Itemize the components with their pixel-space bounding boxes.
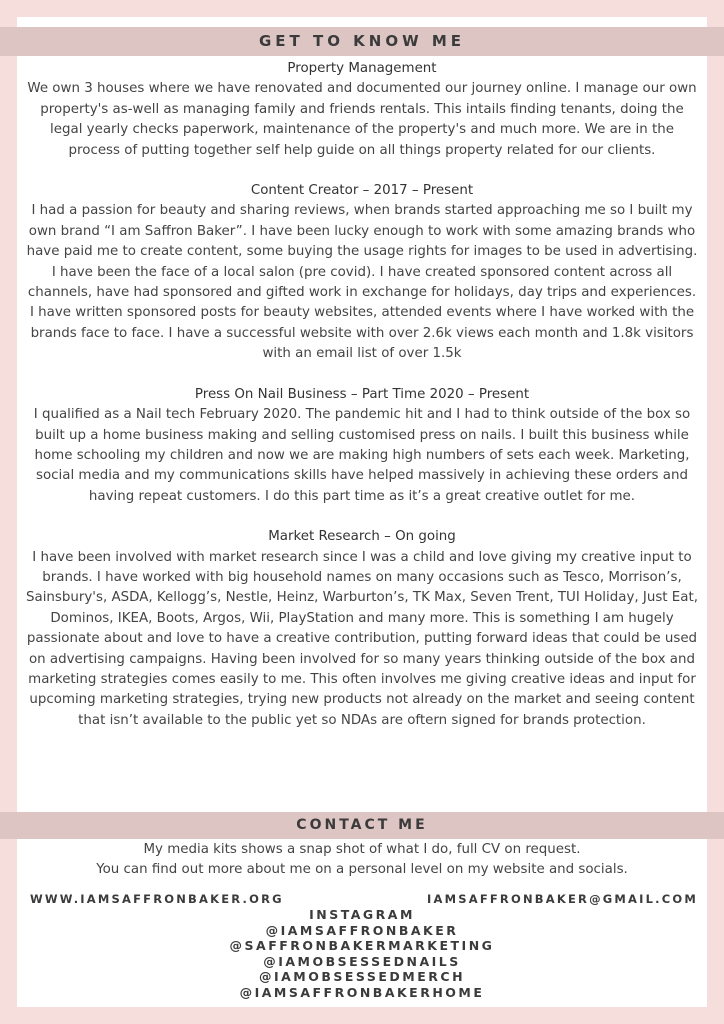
instagram-block: [0, 907, 724, 1000]
section-press-on-nails: [24, 385, 700, 507]
section-title: Market Research – On going: [268, 529, 456, 545]
instagram-handle[interactable]: @SAFFRONBAKERMARKETING: [229, 938, 495, 953]
section-body: I had a passion for beauty and sharing reviews, when brands started approaching me so I built my own brand “I am Saffron Baker”. I have been lucky enough to work with some amazing brands who have paid me to create content, some buying the usage rights for images to be used in advertising. I have been the face of a local salon (pre covid). I have created sponsored content across all channels, have had sponsored and gifted work in exchange for holidays, day trips and experiences. I have written sponsored posts for beauty websites, attended events where I have worked with the brands face to face. I have a successful website with over 2.6k views each month and 1.8k visitors with an email list of over 1.5k: [26, 203, 698, 362]
section-body: I have been involved with market research since I was a child and love giving my creative input to brands. I have worked with big household names on many occasions such as Tesco, Morrison’s, Sainsbury's, ASDA, Kellogg’s, Nestle, Heinz, Warburton’s, TK Max, Seven Trent, TUI Holiday, Just Eat, Dominos, IKEA, Boots, Argos, Wii, PlayStation and many more. This is something I am hugely passionate about and love to have a creative contribution, putting forward ideas that could be used on advertising campaigns. Having been involved for so many years thinking outside of the box and marketing strategies comes easily to me. This often involves me giving creative ideas and input for upcoming marketing strategies, trying new products not already on the market and seeing content that isn’t available to the public yet so NDAs are oftern signed for brands protection.: [26, 549, 698, 728]
section-content-creator: [24, 181, 700, 365]
contact-line: My media kits shows a snap shot of what I do, full CV on request.: [143, 842, 581, 857]
section-body: I qualified as a Nail tech February 2020. The pandemic hit and I had to think outside of the box so built up a home business making and selling customised press on nails. I built this business while home schooling my children and now we are making high numbers of sets each week. Marketing, social media and my communications skills have helped massively in achieving these orders and having repeat customers. I do this part time as it’s a great creative outlet for me.: [33, 407, 691, 504]
contact-me-heading: CONTACT ME: [0, 812, 724, 839]
section-title: Property Management: [287, 61, 437, 76]
email-link[interactable]: IAMSAFFRONBAKER@GMAIL.COM: [427, 892, 698, 906]
instagram-handle[interactable]: @IAMOBSESSEDNAILS: [263, 953, 461, 969]
website-link[interactable]: WWW.IAMSAFFRONBAKER.ORG: [30, 892, 284, 906]
get-to-know-me-heading: GET TO KNOW ME: [0, 27, 724, 56]
section-market-research: [24, 527, 700, 731]
section-title: Press On Nail Business – Part Time 2020 – Present: [194, 386, 530, 402]
about-content: [24, 59, 700, 751]
instagram-handle[interactable]: @IAMSAFFRONBAKER: [265, 922, 459, 938]
contact-intro: [24, 840, 700, 881]
contact-links: [30, 892, 698, 906]
instagram-handle[interactable]: @IAMOBSESSEDMERCH: [258, 969, 466, 984]
section-property-management: [24, 59, 700, 161]
instagram-handle[interactable]: @IAMSAFFRONBAKERHOME: [239, 984, 485, 1000]
section-title: Content Creator – 2017 – Present: [250, 183, 474, 199]
instagram-label: INSTAGRAM: [309, 907, 415, 922]
contact-line: You can find out more about me on a personal level on my website and socials.: [96, 862, 628, 878]
section-body: We own 3 houses where we have renovated and documented our journey online. I manage our own property's as-well as managing family and friends rentals. This intails finding tenants, doing the legal yearly checks paperwork, maintenance of the property's and much more. We are in the process of putting together self help guide on all things property related for our clients.: [27, 81, 697, 158]
